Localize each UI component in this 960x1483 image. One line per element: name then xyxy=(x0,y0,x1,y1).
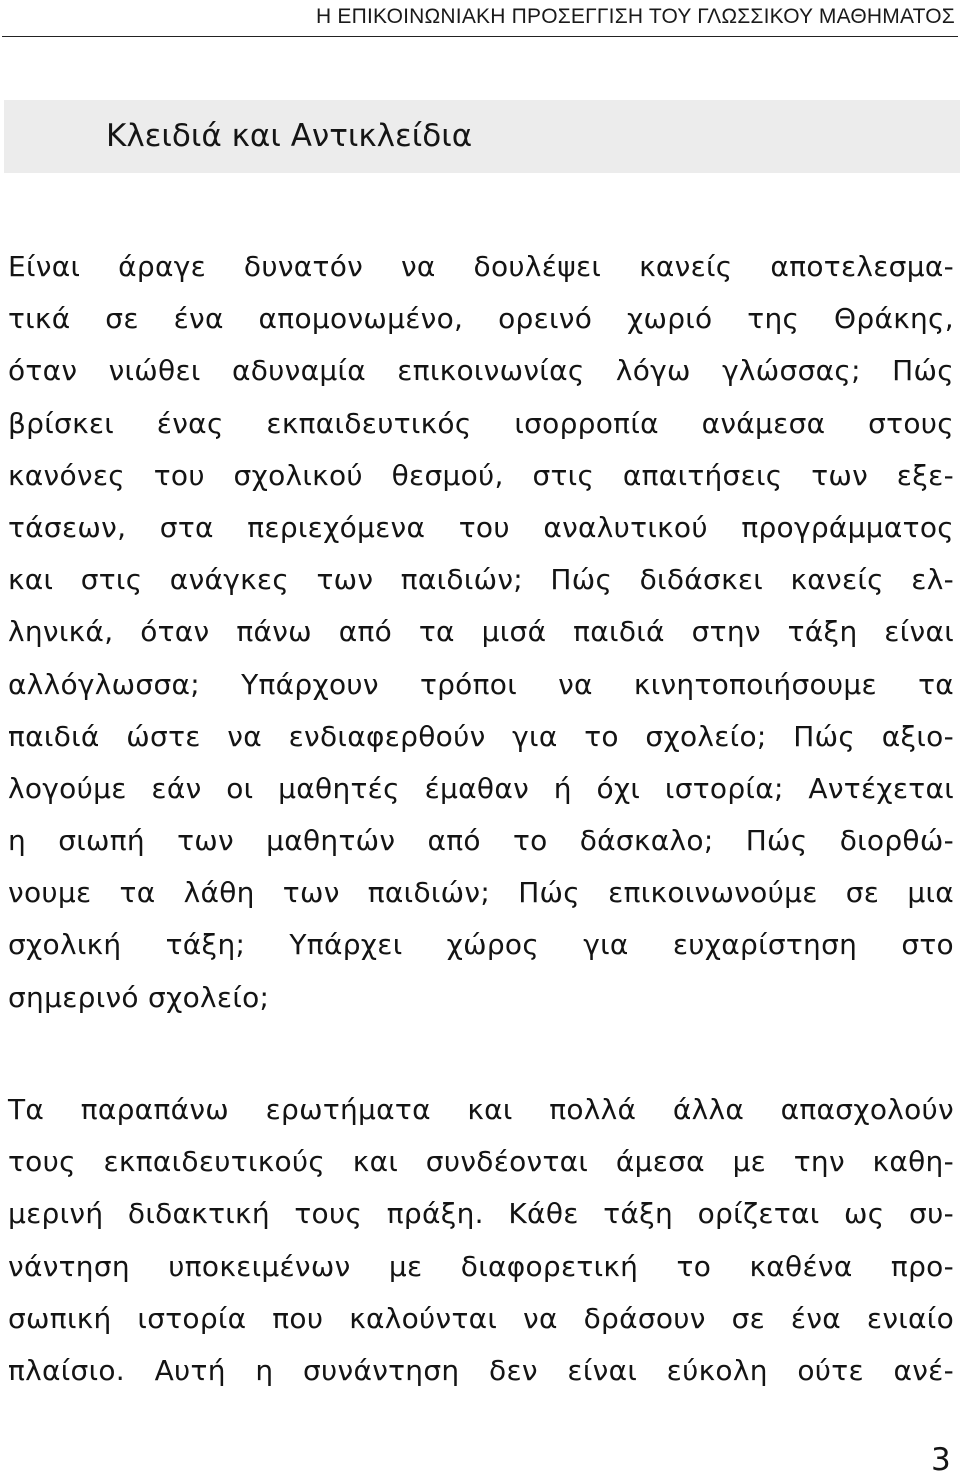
paragraph-line: τους εκπαιδευτικούς και συνδέονται άμεσα με την καθη- xyxy=(8,1145,954,1179)
paragraph-line: Τα παραπάνω ερωτήματα και πολλά άλλα απασχολούν xyxy=(8,1093,954,1126)
header-rule xyxy=(2,36,958,37)
section-title: Κλειδιά και Αντικλείδια xyxy=(106,118,473,154)
paragraph-line: νουμε τα λάθη των παιδιών; Πώς επικοινωνούμε σε μια xyxy=(8,876,954,910)
paragraph-line: αλλόγλωσσα; Υπάρχουν τρόποι να κινητοποιήσουμε τα xyxy=(8,667,954,701)
paragraph-line: τικά σε ένα απομονωμένο, ορεινό χωριό της Θράκης, xyxy=(8,302,954,336)
paragraph-line: η σιωπή των μαθητών από το δάσκαλο; Πώς διορθώ- xyxy=(8,824,954,858)
paragraph-line: σωπική ιστορία που καλούνται να δράσουν σε ένα ενιαίο xyxy=(8,1301,954,1335)
paragraph-line: σχολική τάξη; Υπάρχει χώρος για ευχαρίστηση στο xyxy=(8,928,954,962)
paragraph-line: παιδιά ώστε να ενδιαφερθούν για το σχολείο; Πώς αξιο- xyxy=(8,719,954,753)
running-header: Η ΕΠΙΚΟΙΝΩΝΙΑΚΗ ΠΡΟΣΕΓΓΙΣΗ ΤΟΥ ΓΛΩΣΣΙΚΟΥ ΜΑΘΗΜΑΤΟΣ xyxy=(316,5,955,28)
paragraph-line: κανόνες του σχολικού θεσμού, στις απαιτήσεις των εξε- xyxy=(8,458,954,492)
paragraph-line: ληνικά, όταν πάνω από τα μισά παιδιά στην τάξη είναι xyxy=(8,615,954,649)
paragraph-line: και στις ανάγκες των παιδιών; Πώς διδάσκει κανείς ελ- xyxy=(8,563,954,597)
paragraph-line: τάσεων, στα περιεχόμενα του αναλυτικού προγράμματος xyxy=(8,510,954,544)
paragraph-1 xyxy=(8,241,954,1024)
paragraph-line: λογούμε εάν οι μαθητές έμαθαν ή όχι ιστορία; Αντέχεται xyxy=(8,771,954,805)
paragraph-line: πλαίσιο. Αυτή η συνάντηση δεν είναι εύκολη ούτε ανέ- xyxy=(8,1353,954,1387)
paragraph-line: βρίσκει ένας εκπαιδευτικός ισορροπία ανάμεσα στους xyxy=(8,406,954,440)
paragraph-line: όταν νιώθει αδυναμία επικοινωνίας λόγω γλώσσας; Πώς xyxy=(8,354,954,388)
paragraph-line: μερινή διδακτική τους πράξη. Κάθε τάξη ορίζεται ως συ- xyxy=(8,1197,954,1231)
page-number: 3 xyxy=(931,1442,951,1478)
paragraph-2 xyxy=(8,1084,954,1397)
paragraph-line: νάντηση υποκειμένων με διαφορετική το καθένα προ- xyxy=(8,1249,954,1283)
paragraph-line: Είναι άραγε δυνατόν να δουλέψει κανείς αποτελεσμα- xyxy=(8,250,954,283)
paragraph-line: σημερινό σχολείο; xyxy=(8,980,270,1014)
